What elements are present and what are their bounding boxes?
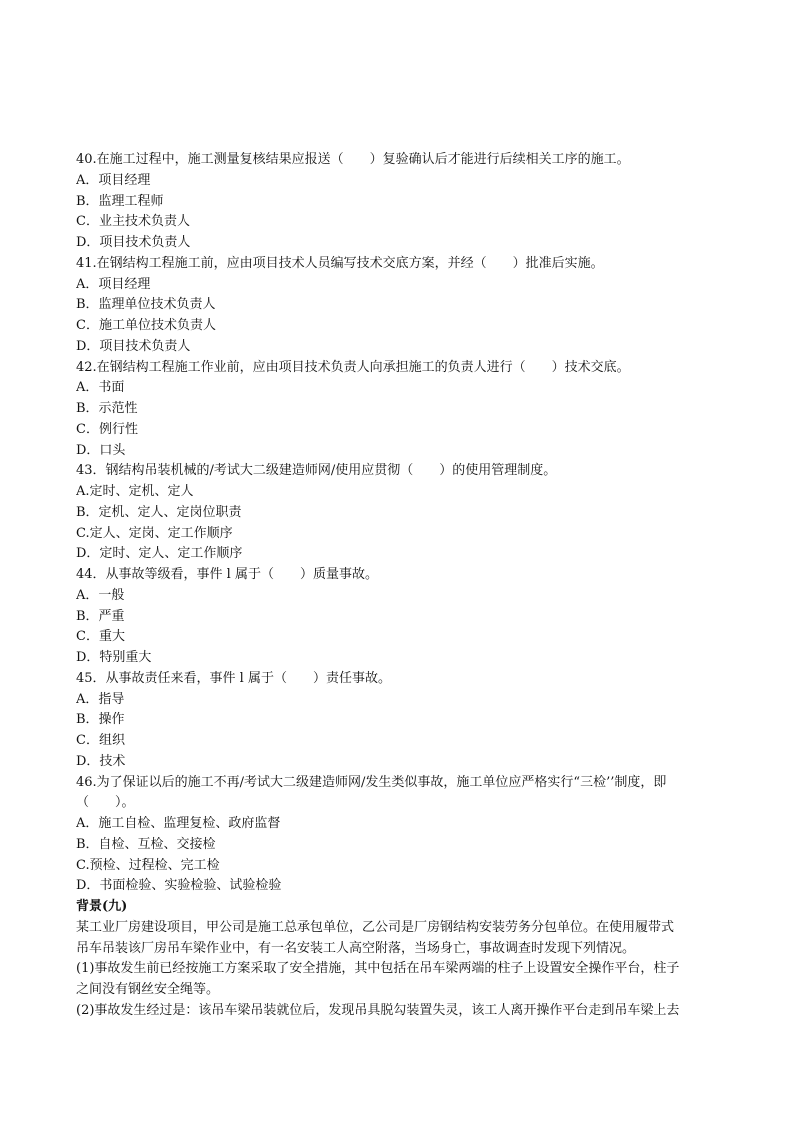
option-41-a: A．项目经理: [76, 276, 151, 292]
option-45-c: C．组织: [76, 733, 125, 748]
option-42-a: A．书面: [76, 380, 125, 396]
background-paragraph-line-1: 某工业厂房建设项目，甲公司是施工总承包单位，乙公司是厂房钢结构安装劳务分包单位。在使用履带式: [76, 919, 675, 935]
option-46-a: A．施工自检、监理复检、政府监督: [76, 816, 281, 831]
option-44-d: D．特别重大: [76, 650, 152, 665]
option-43-a: A.定时、定机、定人: [76, 484, 194, 499]
option-45-b: B．操作: [76, 712, 125, 728]
option-43-d: D．定时、定人、定工作顺序: [76, 546, 243, 562]
question-44: 44．从事故等级看，事件 l 属于（ ）质量事故。: [76, 567, 378, 582]
background-item-1-line-1: (1)事故发生前已经按施工方案采取了安全措施，其中包括在吊车梁两端的柱子上设置安全操作平台，柱子: [76, 961, 680, 977]
question-43: 43．钢结构吊装机械的/考试大二级建造师网/使用应贯彻（ ）的使用管理制度。: [76, 463, 557, 479]
option-46-c: C.预检、过程检、完工检: [76, 857, 220, 873]
option-44-a: A．一般: [76, 587, 125, 603]
option-41-d: D．项目技术负责人: [76, 338, 191, 354]
question-46-continued: （ ）。: [76, 795, 135, 811]
background-item-2-line-1: (2)事故发生经过是：该吊车梁吊装就位后，发现吊具脱勾装置失灵，该工人离开操作平台走到吊车梁上去: [76, 1002, 680, 1018]
question-42: 42.在钢结构工程施工作业前，应由项目技术负责人向承担施工的负责人进行（ ）技术交底。: [76, 359, 630, 375]
option-42-c: C．例行性: [76, 421, 138, 437]
option-44-b: B．严重: [76, 608, 125, 624]
option-40-d: D．项目技术负责人: [76, 235, 191, 250]
option-43-b: B．定机、定人、定岗位职责: [76, 504, 242, 520]
option-42-d: D．口头: [76, 442, 126, 458]
option-40-c: C．业主技术负责人: [76, 214, 190, 230]
option-42-b: B．示范性: [76, 401, 138, 416]
option-41-c: C．施工单位技术负责人: [76, 318, 216, 333]
option-40-b: B．监理工程师: [76, 193, 164, 209]
question-41: 41.在钢结构工程施工前，应由项目技术人员编写技术交底方案，并经（ ）批准后实施。: [76, 255, 604, 271]
option-45-d: D．技术: [76, 753, 126, 769]
question-40: 40.在施工过程中，施工测量复核结果应报送（ ）复验确认后才能进行后续相关工序的施工。: [76, 152, 630, 167]
background-paragraph-line-2: 吊车吊装该厂房吊车梁作业中，有一名安装工人高空附落，当场身亡，事故调查时发现下列情况。: [76, 940, 636, 956]
option-46-b: B．自检、互检、交接检: [76, 836, 216, 852]
option-45-a: A．指导: [76, 691, 125, 707]
option-46-d: D．书面检验、实验检验、试验检验: [76, 878, 282, 894]
background-item-1-line-2: 之间没有钢丝安全绳等。: [76, 982, 220, 997]
question-45: 45．从事故责任来看，事件 l 属于（ ）责任事故。: [76, 670, 391, 686]
document-page: [76, 150, 720, 1022]
option-43-c: C.定人、定岗、定工作顺序: [76, 525, 233, 541]
option-41-b: B．监理单位技术负责人: [76, 297, 216, 313]
question-46: 46.为了保证以后的施工不再/考试大二级建造师网/发生类似事故，施工单位应严格实行“三检’’制度，即: [76, 774, 667, 790]
option-44-c: C．重大: [76, 629, 125, 645]
option-40-a: A．项目经理: [76, 172, 151, 188]
section-heading: 背景(九): [76, 899, 128, 914]
